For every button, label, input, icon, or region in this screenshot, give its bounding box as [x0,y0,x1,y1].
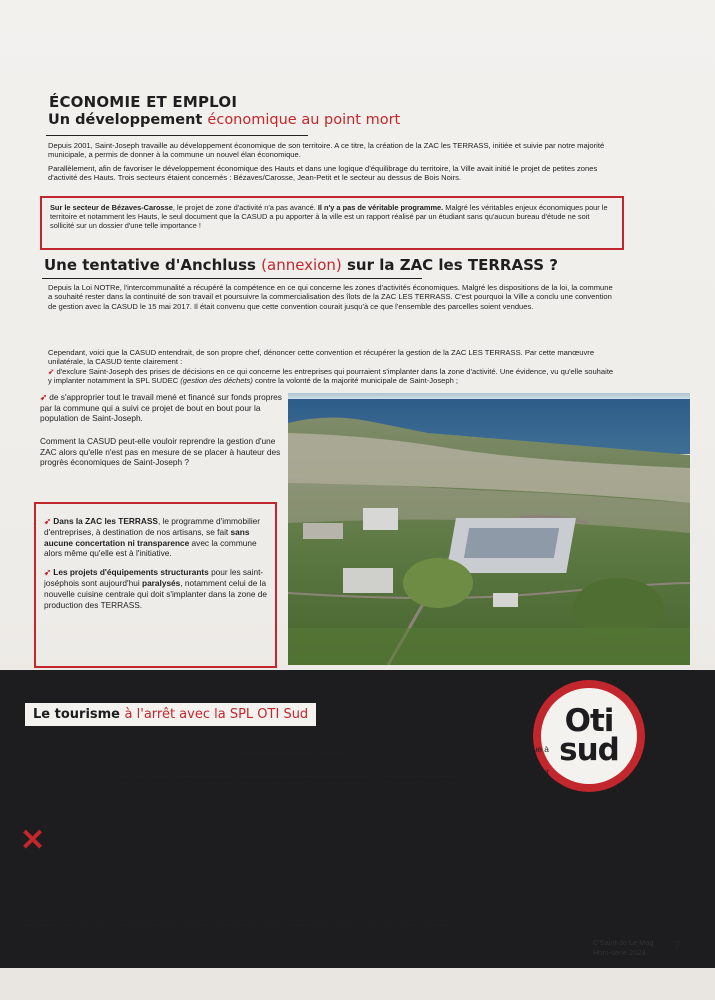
paragraph-anch-2: Cependant, voici que la CASUD entendrait, de son propre chef, dénoncer cette convention et récupérer la gestion de la ZAC LES TERRASS. Par cette manœuvre unilatérale, la CASUD tente clairement : [48,348,595,367]
p1-underline: un outil mal utilisé depuis 2020 [234,744,348,754]
tourisme-paragraph-3: La signalétique touristique, compétence intercommunale, est elle aussi au point mort en raison d'un problème de gouvernance notoire. L'indisponibilité des membres du Conseil de Surveillance ne permet pas d'atteindre le quorum d'où des difficultés pour tenir des séances et prendre des décisions ... [58,806,626,827]
divider [46,135,308,136]
logo-inner [541,688,637,784]
tourisme-paragraph-5: Pendant ce temps, nos prestataires touristiques pâtissent du manque de visibilité de la gouvernance actuelle. [18,916,451,926]
tourisme-paragraph-1 [22,744,552,766]
box-text: , le projet de zone d'activité n'a pas avancé. [172,203,318,212]
subtitle-highlight: économique au point mort [207,112,401,128]
title-part: Une tentative d'Anchluss [44,256,262,274]
bullet-text: de s'approprier tout le travail mené et financé sur fonds propres par la commune qui a suivi ce projet de bout en bout pour la population de Saint-Joseph. [40,392,282,424]
cross-icon: ✕ [20,824,46,857]
title-annexion: (annexion) [261,256,342,274]
subtitle-part: Un développement [48,112,208,128]
p1-text-3: . La fréquentation du bureau d'information touristique à Manapany les Bains est à ce jour insatisfaisante. [22,744,549,765]
question-paragraph: Comment la CASUD peut-elle vouloir reprendre la gestion d'une ZAC alors qu'elle n'est pas en mesure de se placer à hauteur des progrès économiques de Saint-Joseph ? [40,436,281,468]
mag-edition: Hors-série 2023 [593,947,646,957]
section-title-economie: ÉCONOMIE ET EMPLOI [49,93,238,111]
arrow-icon: ➹ [40,392,47,402]
logo-text-1: Oti [564,703,614,739]
tourisme-paragraph-4: L'avant-dernière réunion du Conseil de Surveillance a eu lieu le 19 juillet 2022. Celle du 22 décembre 2022 n'a pu se tenir faute de quorum. Ce n'est que le 27 mars 2023, soit huit mois plus tard, que le conseil de surveillance s'est réuni. Le président du conseil de surveillance reconnaît dans le procès-verbal de séance : «[...] il est important que le Conseil de Surveillance puisse se réunir pour garantir son rôle décisionnel et l'efficacité des outils opérationnels du territoire, tels que la SPL OTI SUD.» [20,862,660,894]
b2-bold-2: paralysés [142,577,181,588]
paragraph-eco-1: Depuis 2001, Saint-Joseph travaille au développement économique de son territoire. A ce titre, la création de la ZAC les TERRASS, initiée et suivie par notre majorité municipale, a permis de donner à la commune un nouvel élan économique. [48,141,605,160]
title-highlight: à l'arrêt avec la SPL OTI Sud [124,707,309,722]
page-number: 7 [674,938,682,953]
bullet-text: d'exclure Saint-Joseph des prises de décisions en ce qui concerne les entreprises qui pourraient s'implanter dans la zone d'activité. Une évidence, vu qu'elle souhaite y implanter notamment la SPL SUDEC [48,367,614,386]
logo-text-2: sud [559,732,619,768]
b1-text: , le programme d'immobilier d'entreprises, à destination de nos artisans, se fait [44,516,261,537]
box-text-2: Malgré les véritables enjeux économiques pour le territoire et notamment les Hauts, le seul document que la CASUD a pu apporter à la ville est un rapport réalisé par un étudiant sans qu'aucun bureau d'étude ne soit sollicité sur un dossier d'une telle importance ! [50,203,608,231]
aerial-photo-illustration [288,393,690,665]
highlight-box-bezaves [40,196,624,250]
b2-text-2: , notamment celui de la nouvelle cuisine centrale qui doit s'implanter dans la zone de production des TERRASS. [44,577,267,610]
aerial-photo-zac [288,393,690,665]
p2-text-2: en intégrant pleinement les professionnels du secteur, l'OTI Sud ne laisse que peu de place aux acteurs économiques du tourisme et se prive donc de son lien avec le territoire. [22,767,549,799]
p2-underline: le Pays Touristique du Sud Sauvage contribue depuis 35 ans à développer l'activité touristique [113,767,460,777]
section-title-tourisme [25,703,316,726]
bullet-italic: (gestion des déchets) [180,376,253,386]
p1-text-2: est [218,744,235,754]
p2-text: Alors qu'à Saint-Joseph, [22,767,114,777]
box-bold: Sur le secteur de Bézaves-Carosse [50,203,173,212]
title-part-2: sur la ZAC les TERRASS ? [341,256,558,274]
b2-text: pour les saint-joséphois sont aujourd'hui [44,567,264,588]
paragraph-anch-1: Depuis la Loi NOTRe, l'intercommunalité a récupéré la compétence en ce qui concerne les zones d'activités économiques. Malgré les dispositions de la loi, la commune a souhaité rester dans la continuité de son travail et poursuivre la commercialisation des îlots de la ZAC LES TERRASS. C'est pourquoi la Ville a conclu une convention de gestion avec la CASUD le 15 mai 2017. Il était convenu que cette convention courait jusqu'à ce que l'ensemble des parcelles soient vendues. [48,283,613,311]
highlight-box-terrass [34,502,277,668]
bullet-approprier [40,392,285,424]
p1-text: L'office de tourisme intercommunal [22,744,153,754]
b1-bold: Dans la ZAC les TERRASS [53,516,158,526]
box2-point-2 [44,567,267,610]
arrow-icon: ➹ [48,367,55,376]
b1-bold-2: sans aucune concertation ni transparence [44,526,250,548]
section-title-anchluss [44,256,558,274]
b1-text-2: avec la commune alors même qu'elle est à l'initiative. [44,537,257,559]
p1-italic: (SPL OTI du Sud) [152,744,219,754]
mag-title: C'Saint-Jo Le Mag [593,938,654,947]
page-bottom [0,968,715,1000]
paragraph-eco-2: Parallèlement, afin de favoriser le développement économique des Hauts et dans une logique d'équilibrage du territoire, la Ville avait initié le projet de petites zones d'activité des Hauts. Trois secteurs étaient concernés : Bézaves/Carosse, Jean-Petit et le secteur au dessus de Bois Noirs. [48,164,598,183]
section-subtitle [48,112,400,128]
bullet-text-2: contre la volonté de la majorité municipale de Saint-Joseph ; [252,376,459,386]
bullet-exclude [48,367,614,386]
box-bold-2: Il n'y a pas de véritable programme. [317,203,444,212]
arrow-icon: ➹ [44,567,51,578]
tourisme-paragraph-2 [22,767,552,799]
box2-point-1 [44,516,267,559]
arrow-icon: ➹ [44,516,51,526]
divider [42,278,422,279]
b2-bold: Les projets d'équipements structurants [53,567,209,578]
magazine-name [593,938,654,957]
title-part: Le tourisme [33,707,125,722]
